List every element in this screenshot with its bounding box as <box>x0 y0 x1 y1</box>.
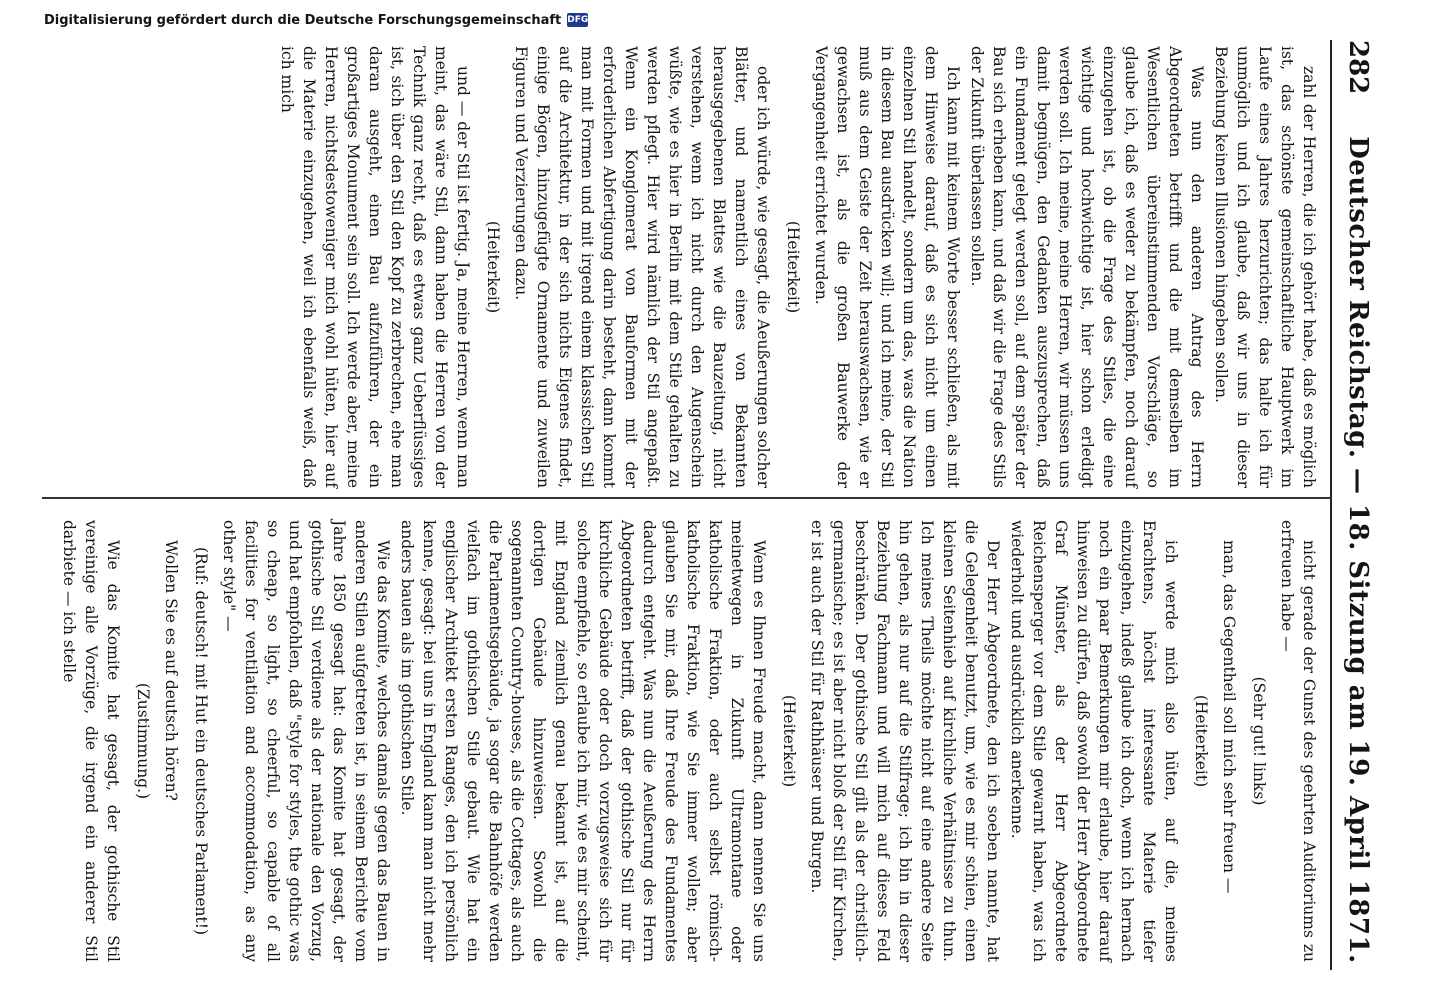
dfg-logo: DFG <box>567 15 589 25</box>
paragraph: Wollen Sie es auf deutsch hören? <box>162 540 180 801</box>
paragraph: Was nun den anderen Antrag des Herrn Abgeordneten betrifft und die mit demselben im Wesentlichen übereinstimmenden Vorschläge, so glaube ich, daß es weder zu bekämpfen, noch darauf einzugehen ist, ob die Frage des Stiles, die eine wichtige und hochwichtige ist, hier schon erledigt werden soll. Ich meine, meine Herren, wir müssen uns damit begnügen, den Gedanken auszusprechen, daß ein Fundament gelegt werden soll, auf dem später der Bau sich erheben kann, und daß wir die Frage des Stils der Zukunft überlassen sollen. <box>968 46 1206 488</box>
paragraph: Wenn es Ihnen Freude macht, dann nennen Sie uns meinetwegen in Zukunft Ultramontane oder katholische Fraktion, oder auch selbst römisch-katholische Fraktion, wie Sie immer wollen; aber glauben Sie mir, daß Ihre Freude des Fundamentes dadurch entgeht. Was nun die Aeußerung des Herrn Abgeordneten betrifft, daß der gothische Stil nur für kirchliche Gebäude oder doch vorzugsweise sich für solche empfiehle, so erlaube ich mir, wie es mir scheint, mit England ziemlich genau bekannt ist, auf die dortigen Gebäude hinzuweisen. Sowohl die sogenannten Country-houses, als die Cottages, als auch die Parlamentsgebäude, ja sogar die Bahnhöfe werden vielfach im gothischen Stile gebaut. Wie hat ein englischer Architekt ersten Ranges, den ich persönlich kenne, gesagt: bei uns in England kann man nicht mehr anders bauen als im gothischen Stile. <box>398 520 768 962</box>
paragraph: und — der Stil ist fertig. Ja, meine Herren, wenn man meint, das wäre Stil, dann haben die Herren von der Technik ganz recht, daß es etwas ganz Ueberflüssiges ist, sich über den Stil den Kopf zu zerbrechen, ehe man daran ausgeht, einen Bau aufzuführen, der ein großartiges Monument sein soll. Ich werde aber, meine Herren, nichtsdestoweniger mich wohl hüten, hier auf die Materie einzugehen, weil ich ebenfalls weiß, daß ich mich <box>278 46 472 488</box>
interjection: (Sehr gut! links) <box>1250 676 1268 806</box>
interjection: (Zustimmung.) <box>134 682 152 800</box>
left-column <box>40 46 1320 488</box>
page-title: Deutscher Reichstag. — 18. Sitzung am 19. April 1871. <box>1343 136 1373 964</box>
column-divider <box>42 497 1332 499</box>
page-number: 282 <box>1343 40 1373 95</box>
interjection: (Ruf: deutsch! mit Hut ein deutsches Parlament!) <box>192 546 210 936</box>
paragraph: Der Herr Abgeordnete, den ich soeben nannte, hat die Gelegenheit benutzt, um, wie es mir schien, einen kleinen Seitenhieb auf kirchliche Verhältnisse zu thun. Ich meines Theils möchte nicht auf eine andere Seite hin gehen, als nur auf die Stilfrage; ich bin in dieser Beziehung Fachmann und will mich auf dieses Feld beschränken. Der gothische Stil gilt als der christlich-germanische; es ist aber nicht bloß der Stil für Kirchen, er ist auch der Stil für Rathhäuser und Burgen. <box>808 520 1002 962</box>
interjection: (Heiterkeit) <box>484 220 502 314</box>
interjection: (Heiterkeit) <box>784 220 802 314</box>
page-header <box>1336 40 1380 970</box>
paragraph: ich werde mich also hüten, auf die, meines Erachtens, höchst interessante Materie tiefer einzugehen, indeß glaube ich doch, wenn ich hernach noch ein paar Bemerkungen mir erlaube, hier darauf hinweisen zu dürfen, daß sowohl der Herr Abgeordnete Graf Münster, als der Herr Abgeordnete Reichensperger vor dem Stile gewarnt haben, was ich wiederholt und ausdrücklich anerkenne. <box>1008 520 1180 962</box>
interjection: (Heiterkeit) <box>780 694 798 788</box>
paragraph: man, das Gegentheil soll mich sehr freuen — <box>1220 540 1238 894</box>
paragraph: Ich kann mit keinem Worte besser schließen, als mit dem Hinweise darauf, daß es sich nicht um einen einzelnen Stil handelt, sondern um das, was die Nation in diesem Bau ausdrücken will; und ich meine, der Stil muß aus dem Geiste der Zeit herauswachsen, wie er gewachsen ist, als die großen Bauwerke der Vergangenheit errichtet wurden. <box>812 46 962 488</box>
right-column <box>40 520 1320 962</box>
paragraph: oder ich würde, wie gesagt, die Aeußerungen solcher Blätter, und namentlich eines von Bekannten herausgegebenen Blattes wie die Bauzeitung, nicht verstehen, wenn ich nicht durch den Augenschein wüßte, wie es hier in Berlin mit dem Stile gehalten zu werden pflegt. Hier wird nämlich der Stil angepaßt. Wenn ein Konglomerat von Bauformen mit der erforderlichen Abfertigung darin besteht, dann kommt man mit Formen und mit irgend einem klassischen Stil auf die Architektur, in der sich nichts Eigenes findet, einige Bögen, hinzugefügte Ornamente und zuweilen Figuren und Verzierungen dazu. <box>512 46 772 488</box>
paragraph: Wie das Komite hat gesagt, der gothische Stil vereinige alle Vorzüge, die irgend ein anderer Stil darbiete — ich stelle <box>60 520 122 962</box>
paragraph: Wie das Komite, welches damals gegen das Bauen in anderen Stilen aufgetreten ist, in seinem Berichte vom Jahre 1850 gesagt hat: das Komite hat gesagt, der gothische Stil verdiene als der nationale den Vorzug, und hat empfohlen, daß "style for styles, the gothic was so cheap, so light, so cheerful, so capable of all facilities for ventilation and accommodation, as any other style" — <box>220 520 392 962</box>
paragraph: nicht gerade der Gunst des geehrten Auditoriums zu erfreuen habe — <box>1278 520 1318 962</box>
credit-text: Digitalisierung gefördert durch die Deutsche Forschungsgemeinschaft <box>44 12 562 28</box>
header-rule <box>1330 40 1332 970</box>
paragraph: zahl der Herren, die ich gehört habe, daß es möglich ist, das schönste gemeinschaftliche Hauptwerk im Laufe eines Jahres herzurichten; das halte ich für unmöglich und ich glaube, daß wir uns in dieser Beziehung keinen Illusionen hingeben sollen. <box>1212 46 1318 488</box>
digitization-credit <box>44 6 589 34</box>
interjection: (Heiterkeit) <box>1192 694 1210 788</box>
